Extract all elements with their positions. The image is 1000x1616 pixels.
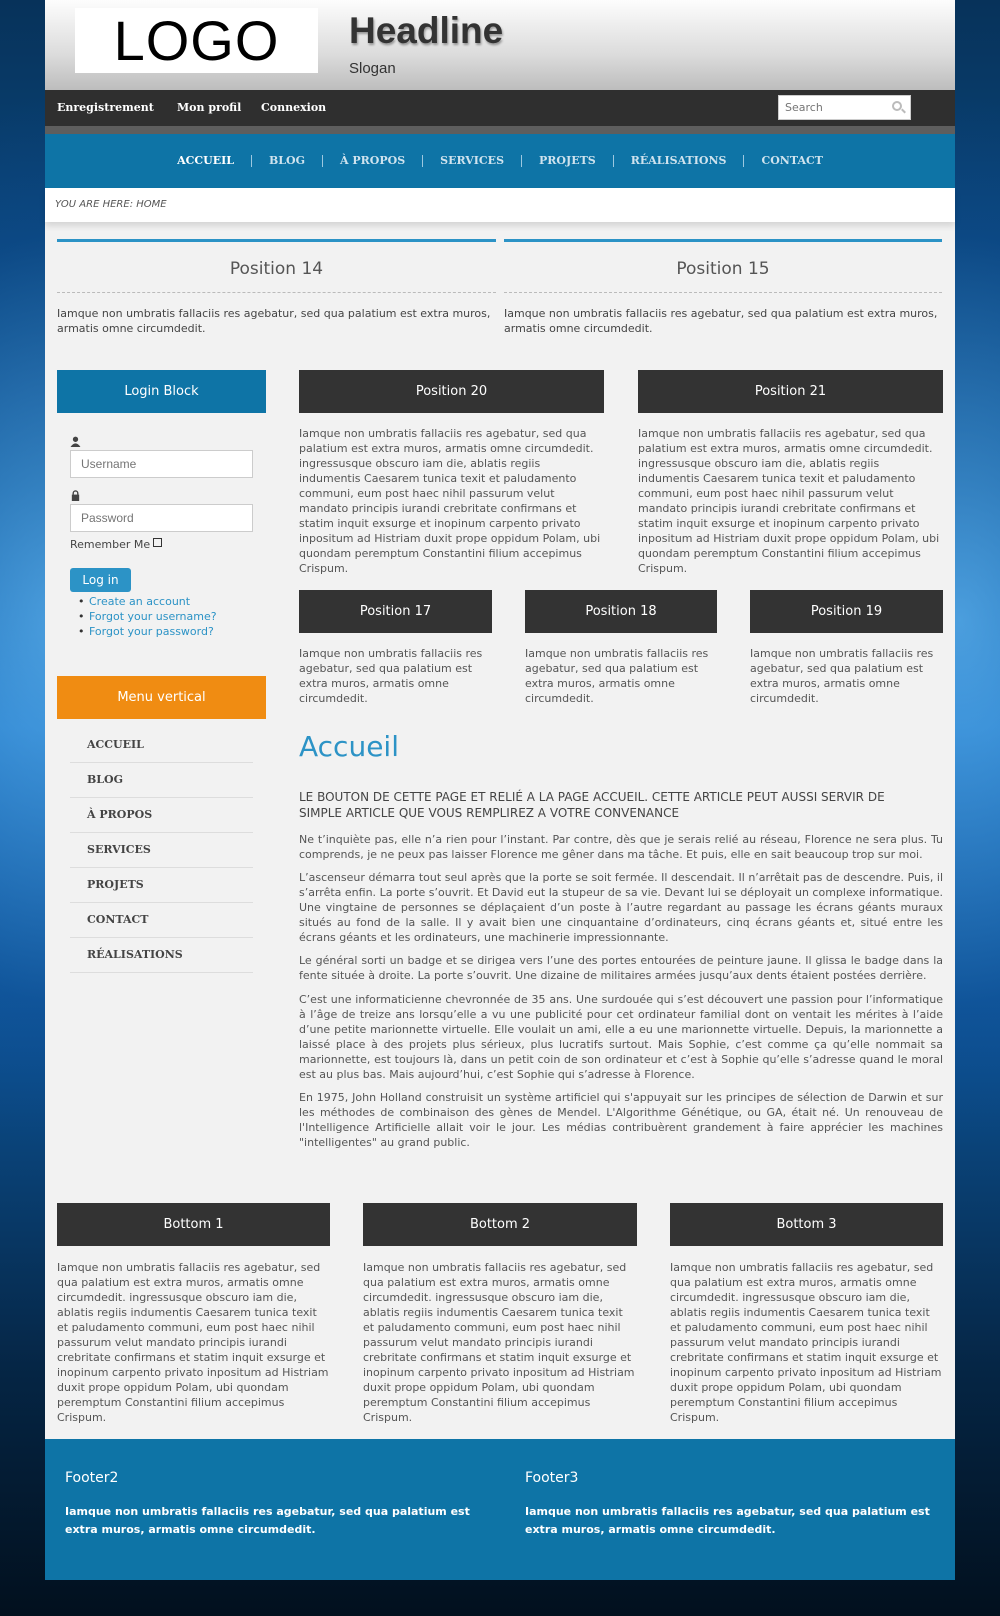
nav-accueil[interactable]: ACCUEIL xyxy=(177,154,234,167)
vmenu-contact[interactable]: CONTACT xyxy=(70,903,253,938)
vmenu-blog[interactable]: BLOG xyxy=(70,763,253,798)
footer3-title: Footer3 xyxy=(525,1470,579,1486)
nav-projets[interactable]: PROJETS xyxy=(521,155,613,167)
nav-contact[interactable]: CONTACT xyxy=(743,155,839,167)
article-subtitle: LE BOUTON DE CETTE PAGE ET RELIÉ A LA PAGE ACCUEIL. CETTE ARTICLE PEUT AUSSI SERVIR DE SIMPLE ARTICLE QUE VOUS REMPLIREZ A VOTRE CONVENANCE xyxy=(299,790,885,820)
username-input[interactable] xyxy=(70,450,253,478)
position-21-header: Position 21 xyxy=(638,370,943,413)
position-17-header: Position 17 xyxy=(299,590,492,633)
article-paragraph: En 1975, John Holland construisit un système artificiel qui s'appuyait sur les principes de sélection de Darwin et sur les méthodes de combinaison des gènes de Mendel. L'Algorithme Génétique, ou GA, était né. Un renouveau de l'Intelligence Artificielle allait voir le jour. Les médias contribuèrent grandement à faire apprécier les machines "intelligentes" au grand public. xyxy=(299,1091,943,1149)
bottom-3-header: Bottom 3 xyxy=(670,1203,943,1246)
footer2-title: Footer2 xyxy=(65,1470,119,1486)
main-nav xyxy=(45,134,955,188)
divider-bar xyxy=(45,126,955,134)
site-logo[interactable] xyxy=(75,8,318,73)
position-17-text: Iamque non umbratis fallaciis res agebatur, sed qua palatium est extra muros, armatis omne circumdedit. xyxy=(299,647,483,705)
position-18-header: Position 18 xyxy=(525,590,717,633)
footer2-text: Iamque non umbratis fallaciis res agebatur, sed qua palatium est extra muros, armatis omne circumdedit. xyxy=(65,1505,470,1536)
article-paragraph: Le général sorti un badge et se dirigea vers l’une des portes entourées de peinture jaune. Il glissa le badge dans la fente située à droite. La porte s’ouvrit. Une dizaine de militaires armées jusqu’aux dents étaient postées derrière. xyxy=(299,954,943,982)
article-title: Accueil xyxy=(299,730,399,763)
position-15-text: Iamque non umbratis fallaciis res agebatur, sed qua palatium est extra muros, armatis omne circumdedit. xyxy=(504,307,938,335)
link-mon-profil[interactable]: Mon profil xyxy=(177,101,242,114)
article-paragraph: C’est une informaticienne chevronnée de 35 ans. Une surdouée qui s’est découvert une passion pour l’informatique à l’âge de treize ans lorsqu’elle a vu une publicité pour cet ordinateur familial dont on ventait les mérites à l’aide d’une petite marionnette virtuelle. Elle voulait un ami, elle a eu une marionnette virtuelle. Depuis, la marionnette a laissé place à des projets plus sérieux, plus lucratifs surtout. Mais Sophie, c’est comme ça qu’elle nommait sa marionnette, est toujours là, dans un petit coin de son ordinateur et c’est à Sophie qu’elle s’adresse quand le moral est au plus bas. Mais aujourd’hui, c’est Sophie qui s’adresse à Florence. xyxy=(299,993,943,1081)
bottom-3-text: Iamque non umbratis fallaciis res agebatur, sed qua palatium est extra muros, armatis omne circumdedit. ingressusque obscuro iam die, ablatis regiis indumentis Caesarem tunica texit et paludamento communi, eum post haec nihil passurum velut mandato principis iurandi crebritate confirmans et statim inquit exsurge et inopinum carpento privato inpositum ad Histriam duxit prope oppidum Polam, ubi quondam peremptum Constantini filium accepimus Crispum. xyxy=(670,1261,942,1424)
bottom-2-text: Iamque non umbratis fallaciis res agebatur, sed qua palatium est extra muros, armatis omne circumdedit. ingressusque obscuro iam die, ablatis regiis indumentis Caesarem tunica texit et paludamento communi, eum post haec nihil passurum velut mandato principis iurandi crebritate confirmans et statim inquit exsurge et inopinum carpento privato inpositum ad Histriam duxit prope oppidum Polam, ubi quondam peremptum Constantini filium accepimus Crispum. xyxy=(363,1261,635,1424)
create-account-link[interactable]: • Create an account xyxy=(89,594,217,609)
position-15-title: Position 15 xyxy=(504,242,942,293)
vmenu-services[interactable]: SERVICES xyxy=(70,833,253,868)
login-block-header: Login Block xyxy=(57,370,266,413)
login-button[interactable]: Log in xyxy=(70,568,131,592)
search-input[interactable] xyxy=(785,97,885,118)
login-links xyxy=(89,594,217,639)
position-14-module xyxy=(57,239,496,336)
password-input[interactable] xyxy=(70,504,253,532)
vmenu-projets[interactable]: PROJETS xyxy=(70,868,253,903)
position-20-text: Iamque non umbratis fallaciis res agebatur, sed qua palatium est extra muros, armatis omne circumdedit. ingressusque obscuro iam die, ablatis regiis indumentis Caesarem tunica texit et paludamento communi, eum post haec nihil passurum velut mandato principis iurandi crebritate confirmans et statim inquit exsurge et inopinum carpento privato inpositum ad Histriam duxit prope oppidum Polam, ubi quondam peremptum Constantini filium accepimus Crispum. xyxy=(299,427,601,575)
remember-me-label: Remember Me xyxy=(70,538,151,551)
bottom-1-header: Bottom 1 xyxy=(57,1203,330,1246)
link-connexion[interactable]: Connexion xyxy=(261,101,327,114)
bottom-1-text: Iamque non umbratis fallaciis res agebatur, sed qua palatium est extra muros, armatis omne circumdedit. ingressusque obscuro iam die, ablatis regiis indumentis Caesarem tunica texit et paludamento communi, eum post haec nihil passurum velut mandato principis iurandi crebritate confirmans et statim inquit exsurge et inopinum carpento privato inpositum ad Histriam duxit prope oppidum Polam, ubi quondam peremptum Constantini filium accepimus Crispum. xyxy=(57,1261,329,1424)
top-bar xyxy=(45,90,955,126)
position-20-header: Position 20 xyxy=(299,370,604,413)
article-paragraph: L’ascenseur démarra tout seul après que la porte se soit fermée. Il descendait. Il n’arrêtait pas de descendre. Puis, il s’arrêta enfin. La porte s’ouvrit. Et David eut la stupeur de sa vie. Devant lui se déployait un complexe informatique. Une vingtaine de personnes se déplaçaient d’un poste à l’autre regardant au passage les écrans géants muraux situés au fond de la salle. Il y avait bien une cinquantaine d’ordinateurs, cinq écrans géants et, situé entre les écrans géants et les ordinateurs, une machinerie impressionnante. xyxy=(299,871,943,944)
forgot-username-link[interactable]: • Forgot your username? xyxy=(89,609,217,624)
vmenu-realisations[interactable]: RÉALISATIONS xyxy=(70,938,253,973)
position-14-text: Iamque non umbratis fallaciis res agebatur, sed qua palatium est extra muros, armatis omne circumdedit. xyxy=(57,307,491,335)
position-15-module xyxy=(504,239,942,336)
site-slogan: Slogan xyxy=(349,60,396,77)
position-19-text: Iamque non umbratis fallaciis res agebatur, sed qua palatium est extra muros, armatis omne circumdedit. xyxy=(750,647,934,705)
position-18-text: Iamque non umbratis fallaciis res agebatur, sed qua palatium est extra muros, armatis omne circumdedit. xyxy=(525,647,709,705)
menu-vertical-header: Menu vertical xyxy=(57,676,266,719)
site-footer xyxy=(45,1439,955,1580)
site-headline: Headline xyxy=(349,10,504,51)
search-icon[interactable] xyxy=(892,101,902,111)
position-21-text: Iamque non umbratis fallaciis res agebatur, sed qua palatium est extra muros, armatis omne circumdedit. ingressusque obscuro iam die, ablatis regiis indumentis Caesarem tunica texit et paludamento communi, eum post haec nihil passurum velut mandato principis iurandi crebritate confirmans et statim inquit exsurge et inopinum carpento privato inpositum ad Histriam duxit prope oppidum Polam, ubi quondam peremptum Constantini filium accepimus Crispum. xyxy=(638,427,940,575)
position-19-header: Position 19 xyxy=(750,590,943,633)
breadcrumb: YOU ARE HERE: HOME xyxy=(45,188,955,222)
logo-text: LOGO xyxy=(113,8,280,72)
footer3-text: Iamque non umbratis fallaciis res agebatur, sed qua palatium est extra muros, armatis omne circumdedit. xyxy=(525,1505,930,1536)
bottom-2-header: Bottom 2 xyxy=(363,1203,637,1246)
vmenu-accueil[interactable]: ACCUEIL xyxy=(70,728,253,763)
lock-icon xyxy=(70,490,81,501)
position-14-title: Position 14 xyxy=(57,242,496,293)
link-enregistrement[interactable]: Enregistrement xyxy=(57,101,154,114)
search-box xyxy=(778,95,911,120)
nav-services[interactable]: SERVICES xyxy=(422,155,521,167)
nav-blog[interactable]: BLOG xyxy=(251,155,322,167)
nav-a-propos[interactable]: À PROPOS xyxy=(322,155,422,167)
vmenu-a-propos[interactable]: À PROPOS xyxy=(70,798,253,833)
forgot-password-link[interactable]: • Forgot your password? xyxy=(89,624,217,639)
site-header xyxy=(45,0,955,90)
user-icon xyxy=(70,436,81,447)
nav-realisations[interactable]: RÉALISATIONS xyxy=(613,155,744,167)
vertical-menu xyxy=(70,728,253,973)
article-paragraph: Ne t’inquiète pas, elle n’a rien pour l’instant. Par contre, dès que je serais relié au réseau, Florence ne sera plus. Tu comprends, je ne peux pas laisser Florence me gêner dans ma tâche. Et puis, elle en sait beaucoup trop sur moi. xyxy=(299,833,943,861)
remember-me xyxy=(70,538,162,551)
checkbox-icon[interactable] xyxy=(153,538,162,547)
